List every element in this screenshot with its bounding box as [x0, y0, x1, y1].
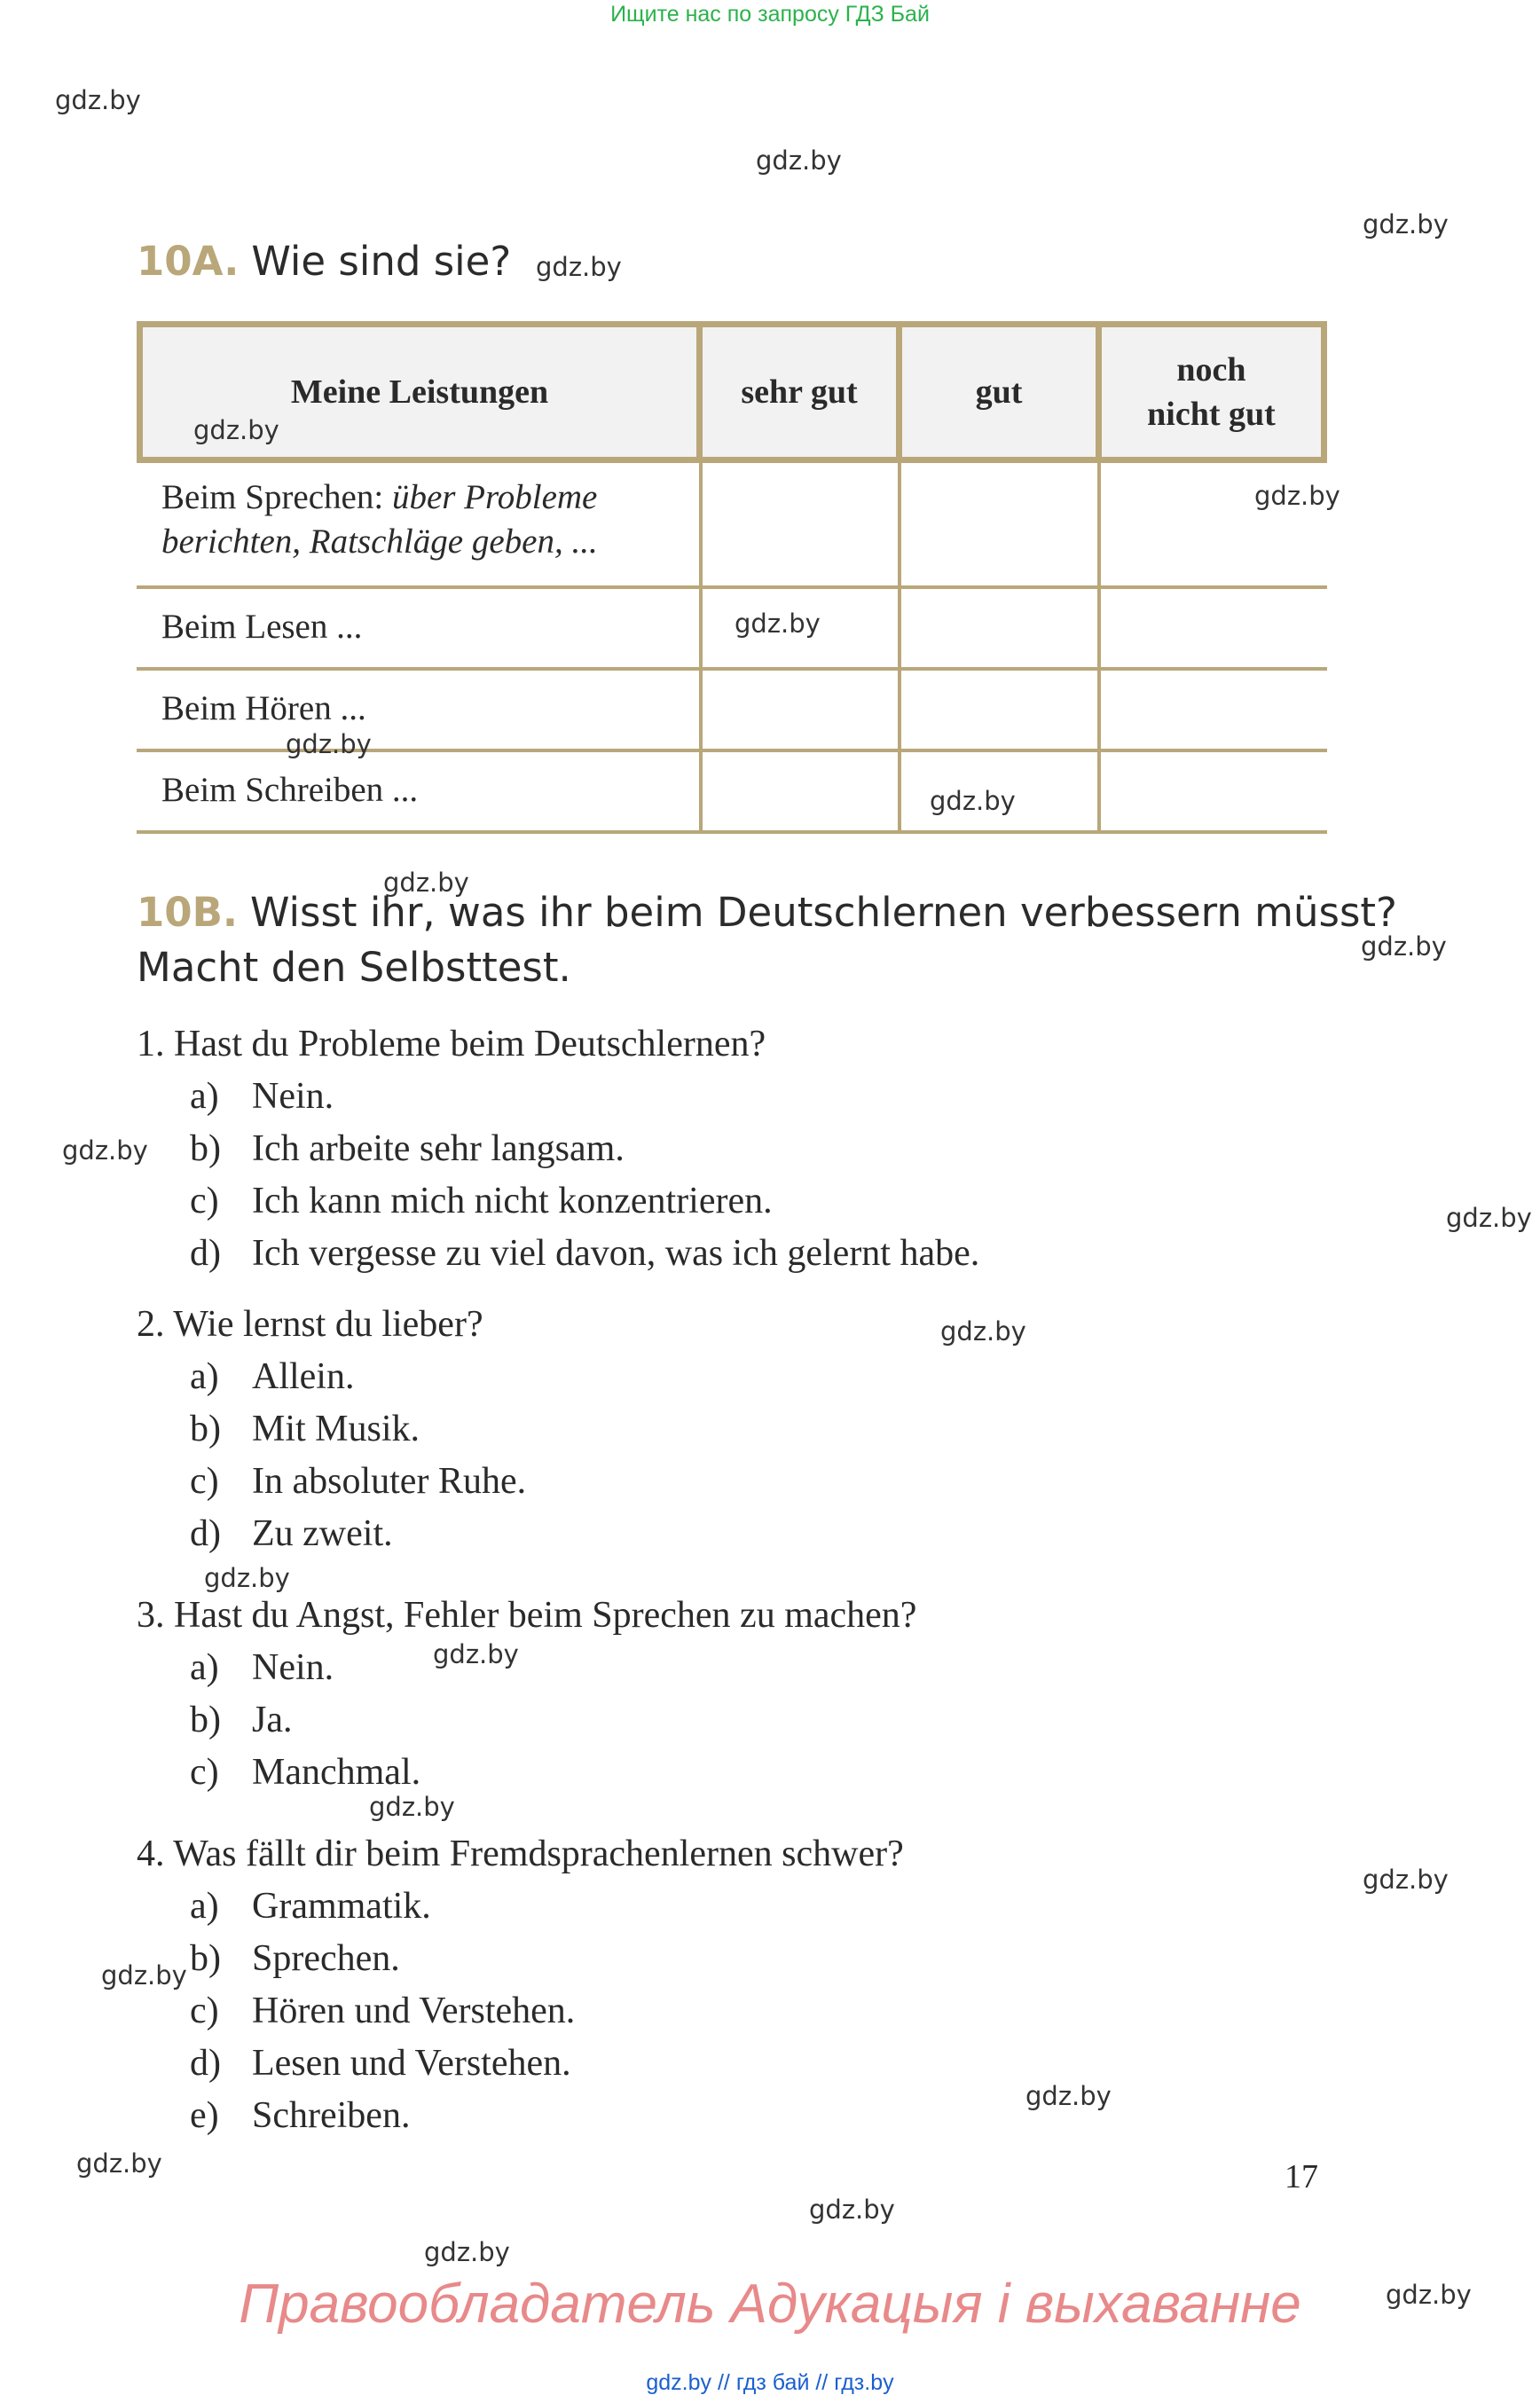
option: a) Nein.: [190, 1076, 334, 1117]
section-a-number: 10A.: [137, 238, 240, 285]
watermark: gdz.by: [76, 2148, 162, 2179]
table-header-cell: Meine Leistungen: [137, 321, 703, 463]
table-row: [137, 589, 1327, 671]
table-row-label: Beim Lesen ...: [161, 608, 363, 646]
watermark: gdz.by: [369, 1792, 455, 1822]
table-row-label: Beim Sprechen: über Probleme berichten, Ratschläge geben, ...: [161, 478, 598, 561]
watermark: gdz.by: [433, 1639, 519, 1669]
option: c) In absoluter Ruhe.: [190, 1461, 527, 1502]
watermark: gdz.by: [286, 729, 372, 759]
option: b) Mit Musik.: [190, 1409, 420, 1449]
column-divider: [898, 463, 901, 834]
watermark: gdz.by: [1363, 209, 1449, 240]
option: d) Lesen und Verstehen.: [190, 2043, 571, 2084]
watermark: gdz.by: [383, 868, 469, 898]
option: a) Grammatik.: [190, 1886, 431, 1927]
watermark: gdz.by: [204, 1563, 290, 1593]
watermark: gdz.by: [62, 1135, 148, 1166]
watermark: gdz.by: [735, 609, 821, 639]
table-row-label: Beim Schreiben ...: [161, 771, 419, 809]
option: b) Ja.: [190, 1700, 293, 1740]
option: a) Nein.: [190, 1647, 334, 1688]
watermark: gdz.by: [1363, 1865, 1449, 1895]
table-header-row: [137, 321, 1327, 463]
copyright-footer: Правообладатель Адукацыя і выхаванне: [239, 2273, 1301, 2335]
watermark: gdz.by: [940, 1316, 1026, 1347]
watermark: gdz.by: [1361, 931, 1447, 962]
watermark: gdz.by: [1025, 2081, 1112, 2111]
watermark: gdz.by: [1254, 481, 1340, 511]
question-3: 3. Hast du Angst, Fehler beim Sprechen zu machen?: [137, 1595, 917, 1636]
section-b-number: 10B.: [137, 889, 239, 936]
option: e) Schreiben.: [190, 2095, 411, 2136]
table-row: [137, 463, 1327, 589]
column-divider: [1097, 463, 1101, 834]
table-row-label: Beim Hören ...: [161, 689, 366, 727]
question-4: 4. Was fällt dir beim Fremdsprachenlernen schwer?: [137, 1834, 904, 1874]
section-b-title: Wisst ihr, was ihr beim Deutschlernen verbessern müsst?: [250, 889, 1397, 936]
watermark: gdz.by: [1386, 2280, 1472, 2310]
option: c) Hören und Verstehen.: [190, 1991, 576, 2031]
option: d) Ich vergesse zu viel davon, was ich gelernt habe.: [190, 1233, 980, 1274]
option: b) Sprechen.: [190, 1938, 400, 1979]
option: c) Manchmal.: [190, 1752, 421, 1793]
watermark: gdz.by: [193, 415, 279, 445]
question-2: 2. Wie lernst du lieber?: [137, 1304, 483, 1345]
option: c) Ich kann mich nicht konzentrieren.: [190, 1181, 773, 1221]
bottom-note: gdz.by // гдз бай // гдз.by: [646, 2370, 894, 2395]
watermark: gdz.by: [101, 1960, 187, 1991]
option: d) Zu zweit.: [190, 1513, 393, 1554]
table-header-cell: gut: [896, 321, 1102, 463]
option: b) Ich arbeite sehr langsam.: [190, 1128, 625, 1169]
watermark: gdz.by: [809, 2195, 895, 2225]
table-row: [137, 752, 1327, 834]
table-header-cell: noch nicht gut: [1096, 321, 1327, 463]
watermark: gdz.by: [756, 145, 842, 176]
section-b-heading: [137, 885, 1397, 995]
section-b-subtitle: Macht den Selbsttest.: [137, 944, 571, 991]
column-divider: [699, 463, 703, 834]
watermark: gdz.by: [930, 786, 1016, 816]
watermark: gdz.by: [55, 85, 141, 115]
section-a-heading: [137, 234, 511, 289]
top-note: Ищите нас по запросу ГДЗ Бай: [610, 2, 930, 27]
watermark: gdz.by: [536, 252, 622, 282]
section-a-title: Wie sind sie?: [251, 238, 512, 285]
option: a) Allein.: [190, 1356, 355, 1397]
watermark: gdz.by: [424, 2237, 510, 2267]
page-number: 17: [1285, 2158, 1318, 2195]
question-1: 1. Hast du Probleme beim Deutschlernen?: [137, 1024, 766, 1064]
table-header-cell: sehr gut: [696, 321, 902, 463]
watermark: gdz.by: [1446, 1203, 1532, 1233]
